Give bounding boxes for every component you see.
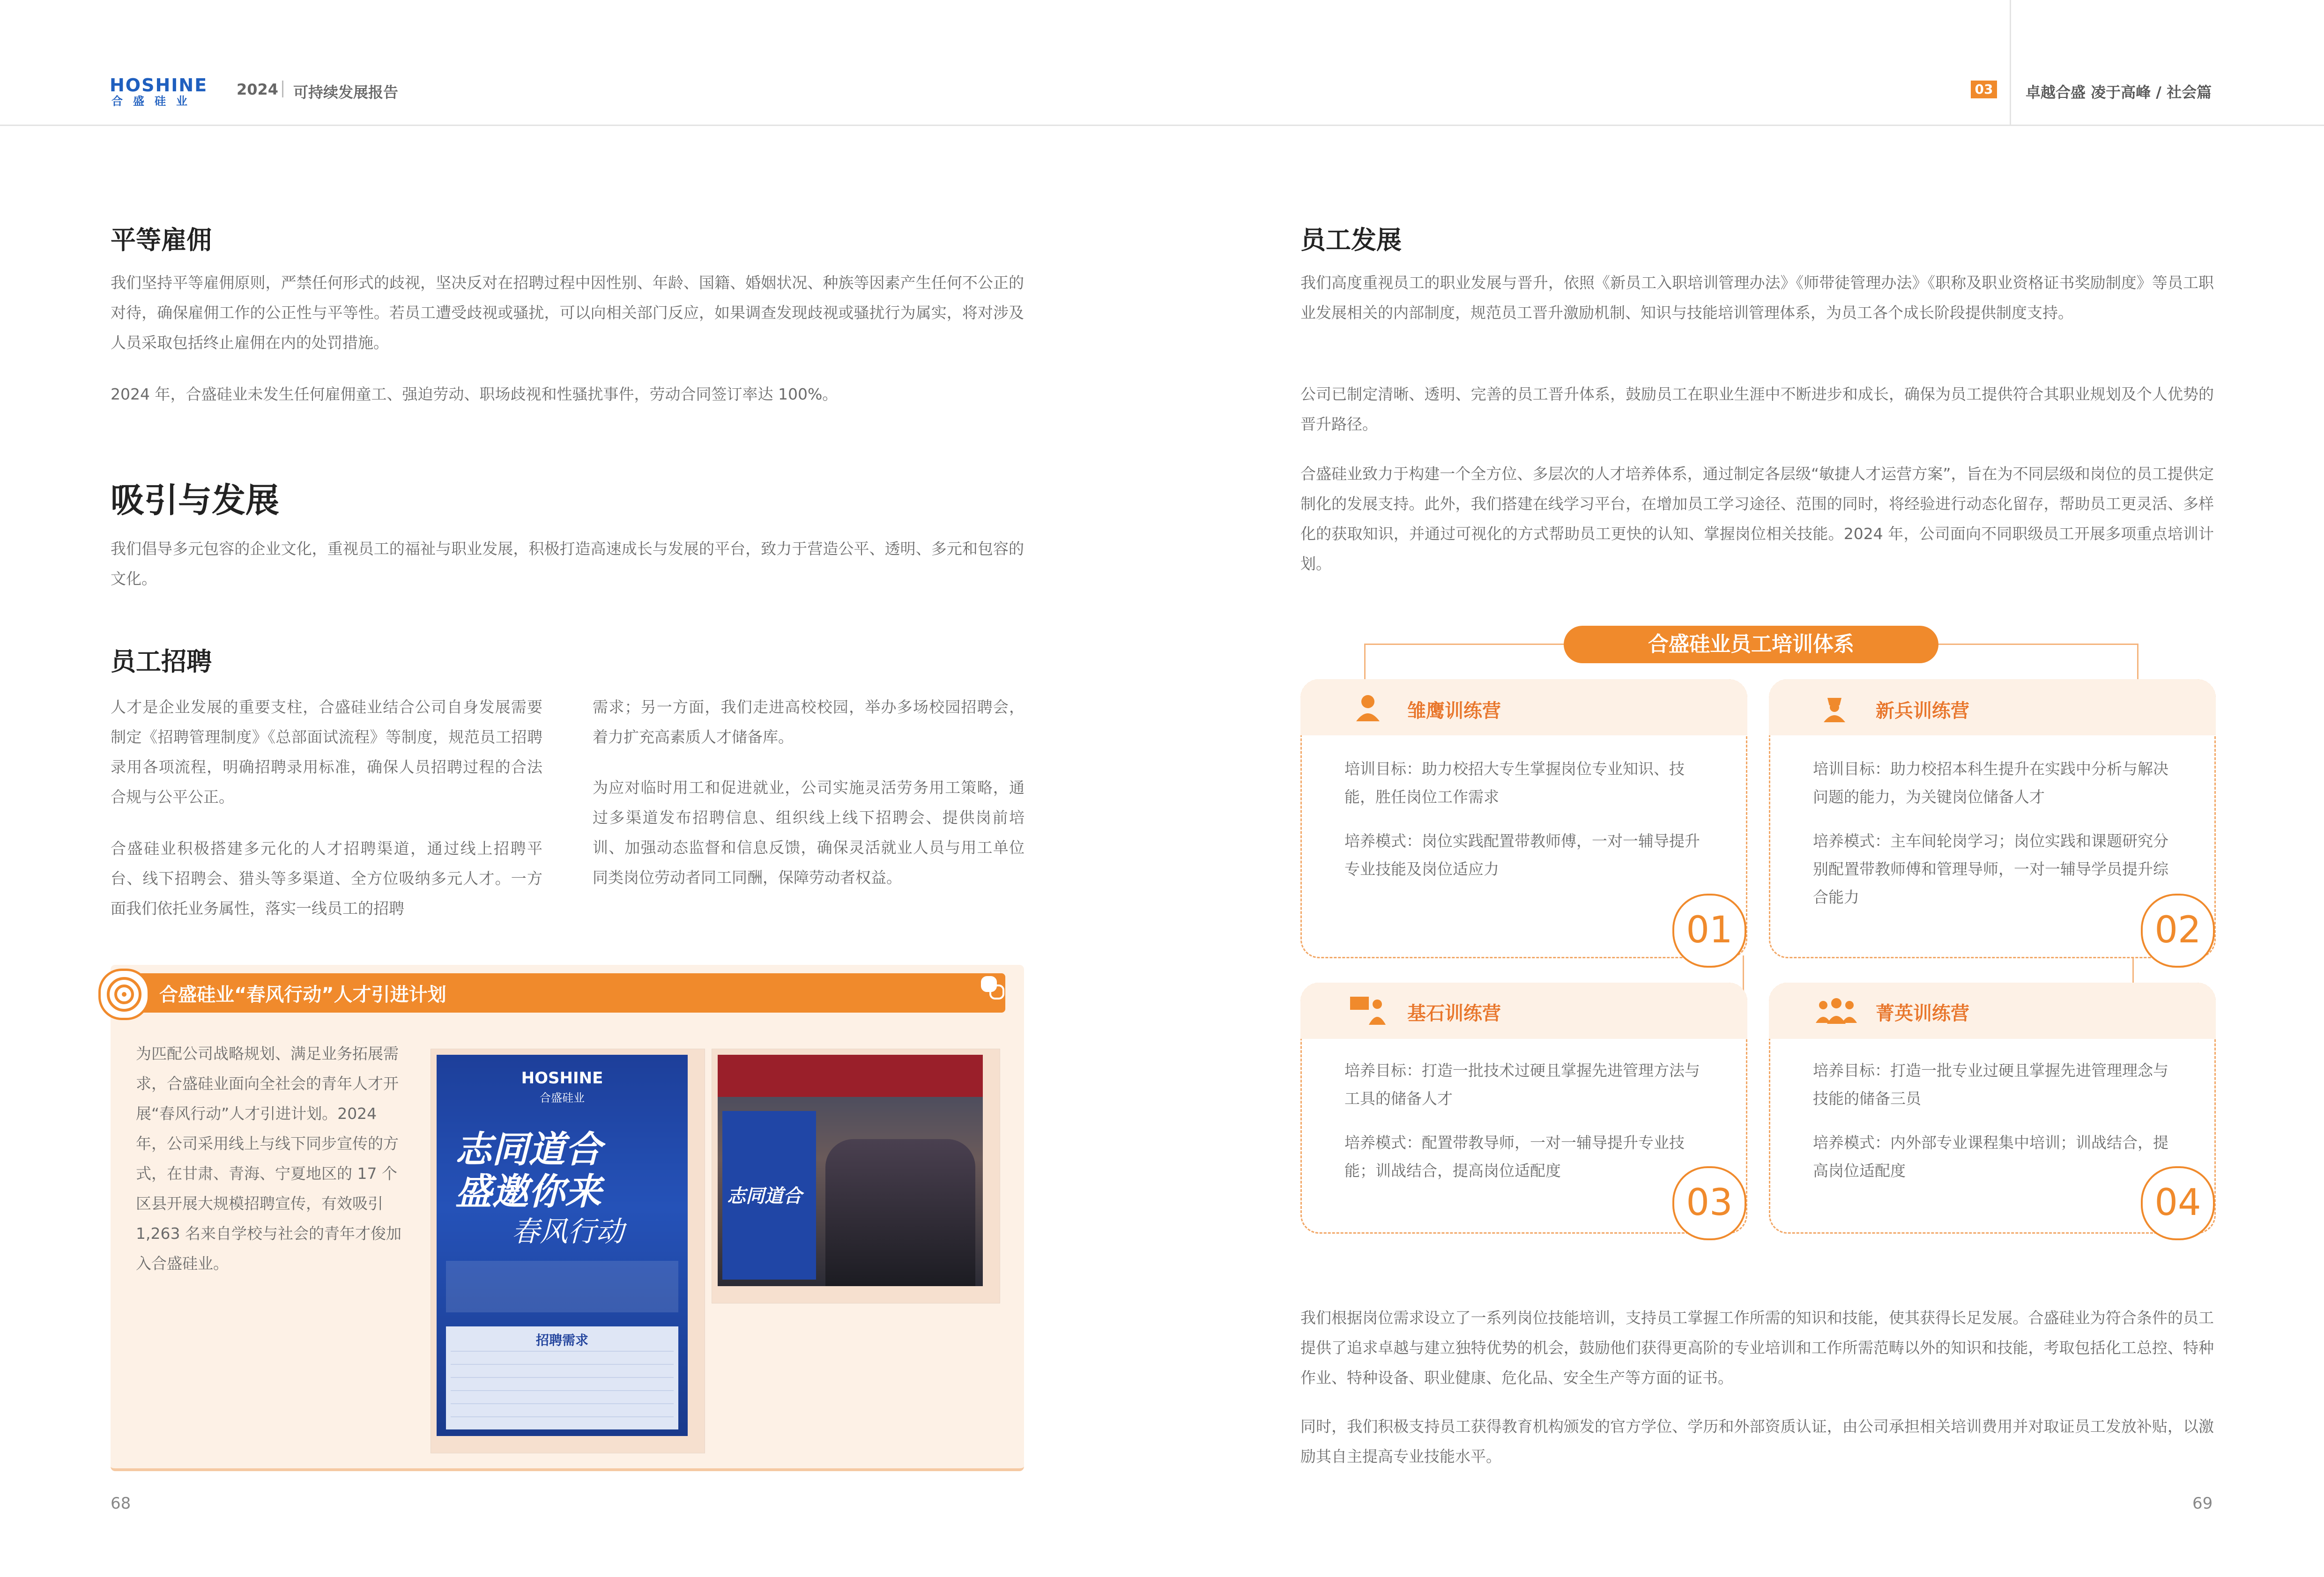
card-goal: 培养目标：打造一批专业过硬且掌握先进管理理念与技能的储备三员 xyxy=(1813,1061,2168,1108)
pull-up-banner xyxy=(722,1111,816,1280)
logo-en: HOSHINE xyxy=(110,75,208,96)
training-system-title: 合盛硅业员工培训体系 xyxy=(1564,626,1938,663)
poster-table-rows xyxy=(451,1351,674,1426)
poster-slogan: 志同道合 xyxy=(455,1129,602,1171)
job-fair-photo xyxy=(712,1049,1000,1303)
page-number-left: 68 xyxy=(111,1494,131,1513)
card-mode: 培养模式：岗位实践配置带教师傅，一对一辅导提升专业技能及岗位适应力 xyxy=(1344,832,1700,878)
development-paragraph-3: 合盛硅业致力于构建一个全方位、多层次的人才培养体系，通过制定各层级“敏捷人才运营方案”，旨在为不同层级和岗位的员工提供定制化的发展支持。此外，我们搭建在线学习平台，在增加员工学习途径、范围的同时，将经验进行动态化留存，帮助员工更灵活、多样化的获取知识，并通过可视化的方式帮助员工更快的认知、掌握岗位相关技能。2024 年，公司面向不同职级员工开展多项重点培训计划。 xyxy=(1300,465,2214,573)
card-goal: 培训目标：助力校招大专生掌握岗位专业知识、技能，胜任岗位工作需求 xyxy=(1344,760,1685,806)
connector-left-top xyxy=(1364,644,1566,645)
attract-develop-title: 吸引与发展 xyxy=(111,481,280,520)
skill-training-paragraph-1: 我们根据岗位需求设立了一系列岗位技能培训，支持员工掌握工作所需的知识和技能，使其获得长足发展。合盛硅业为符合条件的员工提供了追求卓越与建立独特优势的机会，鼓励他们获得更高阶的专业培训和工作所需范畴以外的知识和技能，考取包括化工总控、特种作业、特种设备、职业健康、危化品、安全生产等方面的证书。 xyxy=(1300,1309,2214,1387)
development-paragraph-2: 公司已制定清晰、透明、完善的员工晋升体系，鼓励员工在职业生涯中不断进步和成长，确保为员工提供符合其职业规划及个人优势的晋升路径。 xyxy=(1300,385,2214,433)
poster-table xyxy=(446,1326,678,1429)
card-title: 新兵训练营 xyxy=(1876,700,1969,722)
equal-employment-paragraph-1: 我们坚持平等雇佣原则，严禁任何形式的歧视，坚决反对在招聘过程中因性别、年龄、国籍、婚姻状况、种族等因素产生任何不公正的对待，确保雇佣工作的公正性与平等性。若员工遭受歧视或骚扰，可以向相关部门反应，如果调查发现歧视或骚扰行为属实，将对涉及人员采取包括终止雇佣在内的处罚措施。 xyxy=(111,274,1024,352)
decor-circle-small xyxy=(989,985,1004,1000)
connector-right-drop xyxy=(2137,644,2138,681)
card-mode: 培养模式：主车间轮岗学习；岗位实践和课题研究分别配置带教师傅和管理导师，一对一辅导学员提升综合能力 xyxy=(1813,832,2168,906)
person-badge-icon xyxy=(1349,691,1387,731)
card-goal: 培训目标：助力校招本科生提升在实践中分析与解决问题的能力，为关键岗位储备人才 xyxy=(1813,760,2168,806)
poster-slogan-2: 盛邀你来 xyxy=(455,1171,602,1213)
card-goal: 培养目标：打造一批技术过硬且掌握先进管理方法与工具的储备人才 xyxy=(1344,1061,1700,1108)
skill-training-paragraph-2: 同时，我们积极支持员工获得教育机构颁发的官方学位、学历和外部资质认证，由公司承担相关培训费用并对取证员工发放补贴，以激励其自主提高专业技能水平。 xyxy=(1300,1417,2214,1466)
attract-develop-paragraph: 我们倡导多元包容的企业文化，重视员工的福祉与职业发展，积极打造高速成长与发展的平台，致力于营造公平、透明、多元和包容的文化。 xyxy=(111,540,1024,588)
banner-red xyxy=(718,1055,983,1097)
recruitment-col1-paragraph-1: 人才是企业发展的重要支柱，合盛硅业结合公司自身发展需要制定《招聘管理制度》《总部面试流程》等制度，规范员工招聘录用各项流程，明确招聘录用标准，确保人员招聘过程的合法合规与公平公正。 xyxy=(111,698,542,806)
recruitment-title: 员工招聘 xyxy=(111,647,212,676)
case-box-text: 为匹配公司战略规划、满足业务拓展需求，合盛硅业面向全社会的青年人才开展“春风行动”人才引进计划。2024 年，公司采用线上与线下同步宣传的方式，在甘肃、青海、宁夏地区的 17 个区县开展大规模招聘宣传，有效吸引 1,263 名来自学校与社会的青年才俊加入合盛硅业。 xyxy=(136,1044,401,1273)
poster-brand-en: HOSHINE xyxy=(521,1069,603,1088)
poster-table-title: 招聘需求 xyxy=(535,1333,588,1348)
connector-right-top xyxy=(1937,644,2138,645)
header-vertical-rule xyxy=(2010,0,2011,125)
page-number-right: 69 xyxy=(2192,1494,2213,1513)
logo-cn: 合盛硅业 xyxy=(111,95,198,108)
soldier-icon xyxy=(1816,691,1853,731)
equal-employment-title: 平等雇佣 xyxy=(111,225,212,255)
card-number: 01 xyxy=(1672,894,1746,968)
employee-development-title: 员工发展 xyxy=(1300,225,1402,255)
report-year: 2024 xyxy=(237,81,279,98)
presenter-icon xyxy=(1347,994,1389,1034)
case-box-title: 合盛硅业“春风行动”人才引进计划 xyxy=(159,984,446,1006)
crowd xyxy=(825,1139,975,1286)
card-number: 02 xyxy=(2141,894,2215,968)
card-number: 03 xyxy=(1672,1166,1746,1240)
development-paragraph-1: 我们高度重视员工的职业发展与晋升，依照《新员工入职培训管理办法》《师带徒管理办法》《职称及职业资格证书奖励制度》等员工职业发展相关的内部制度，规范员工晋升激励机制、知识与技能培训管理体系，为员工各个成长阶段提供制度支持。 xyxy=(1300,274,2214,322)
report-title: 可持续发展报告 xyxy=(293,83,399,101)
group-icon xyxy=(1813,994,1860,1034)
recruitment-col2-paragraph-2: 为应对临时用工和促进就业，公司实施灵活劳务用工策略，通过多渠道发布招聘信息、组织线上线下招聘会、提供岗前培训、加强动态监督和信息反馈，确保灵活就业人员与用工单位同类岗位劳动者同工同酬，保障劳动者权益。 xyxy=(593,778,1025,887)
poster-campaign: 春风行动 xyxy=(512,1215,624,1248)
header-divider xyxy=(0,125,2324,126)
header-separator xyxy=(282,81,283,97)
connector-left-drop xyxy=(1364,644,1366,681)
equal-employment-paragraph-2: 2024 年，合盛硅业未发生任何雇佣童工、强迫劳动、职场歧视和性骚扰事件，劳动合同签订率达 100%。 xyxy=(111,385,838,403)
poster-brand-cn: 合盛硅业 xyxy=(540,1091,585,1104)
card-title: 菁英训练营 xyxy=(1876,1003,1969,1024)
target-icon xyxy=(98,969,150,1020)
chapter-title: 卓越合盛 凌于高峰 / 社会篇 xyxy=(2026,83,2212,101)
card-title: 雏鹰训练营 xyxy=(1407,700,1501,722)
card-mode: 培养模式：内外部专业课程集中培训；训战结合，提高岗位适配度 xyxy=(1813,1133,2168,1180)
card-number: 04 xyxy=(2141,1166,2215,1240)
banner-slogan: 志同道合 xyxy=(727,1185,802,1207)
recruitment-poster-photo xyxy=(431,1049,705,1453)
card-mode: 培养模式：配置带教导师，一对一辅导提升专业技能；训战结合，提高岗位适配度 xyxy=(1344,1133,1685,1180)
recruitment-col2-paragraph-1: 需求；另一方面，我们走进高校校园，举办多场校园招聘会，着力扩充高素质人才储备库。 xyxy=(593,698,1025,746)
recruitment-col1-paragraph-2: 合盛硅业积极搭建多元化的人才招聘渠道，通过线上招聘平台、线下招聘会、猎头等多渠道、全方位吸纳多元人才。一方面我们依托业务属性，落实一线员工的招聘 xyxy=(111,839,542,918)
card-title: 基石训练营 xyxy=(1407,1003,1501,1024)
poster-info-block xyxy=(446,1261,678,1312)
chapter-number: 03 xyxy=(1971,81,1997,98)
